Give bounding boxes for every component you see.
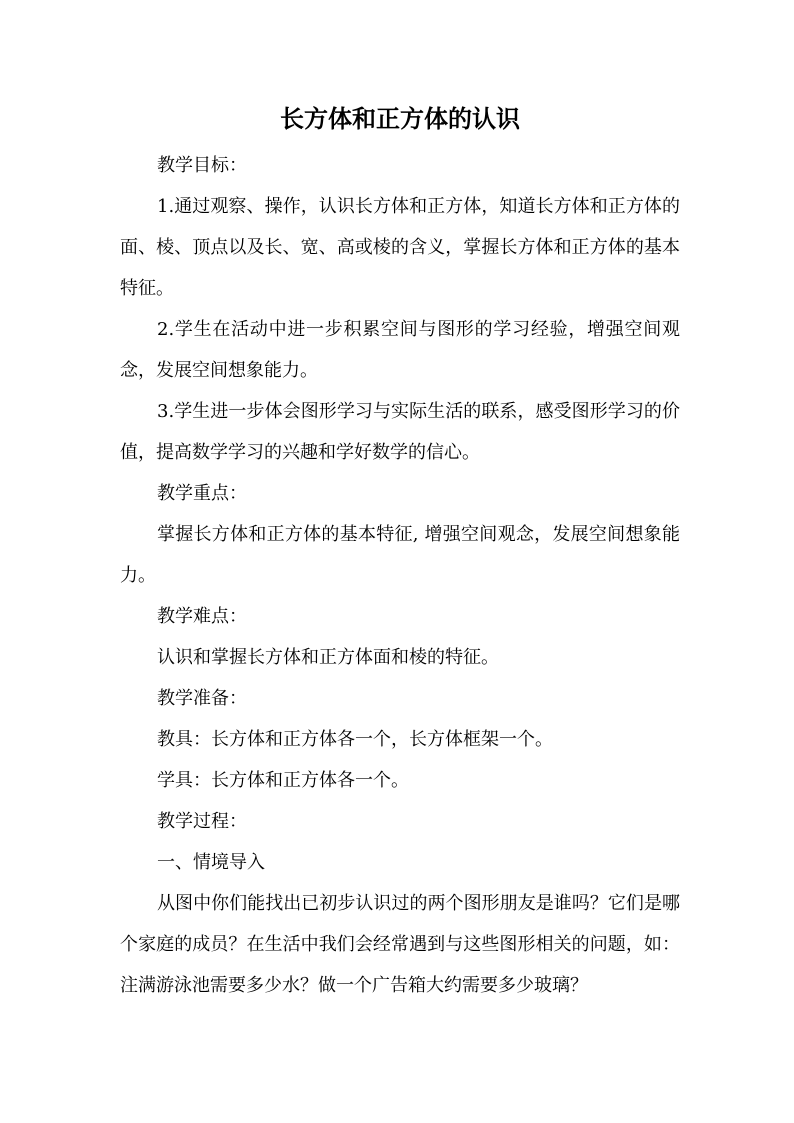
- document-body: [120, 145, 680, 1006]
- intro-paragraph: 从图中你们能找出已初步认识过的两个图形朋友是谁吗？它们是哪个家庭的成员？在生活中我们会经常遇到与这些图形相关的问题，如：注满游泳池需要多少水？做一个广告箱大约需要多少玻璃？: [120, 893, 680, 996]
- difficulties-paragraph: 认识和掌握长方体和正方体面和棱的特征。: [157, 647, 499, 668]
- objective-3-paragraph: 3.学生进一步体会图形学习与实际生活的联系，感受图形学习的价值，提高数学学习的兴趣和学好数学的信心。: [120, 401, 680, 463]
- teaching-aids-paragraph: 教具：长方体和正方体各一个，长方体框架一个。: [157, 729, 553, 750]
- key-points-paragraph: 掌握长方体和正方体的基本特征, 增强空间观念，发展空间想象能力。: [120, 524, 680, 586]
- objective-1-paragraph: 1.通过观察、操作，认识长方体和正方体，知道长方体和正方体的面、棱、顶点以及长、宽、高或棱的含义，掌握长方体和正方体的基本特征。: [120, 196, 680, 299]
- heading-preparation: 教学准备：: [157, 688, 247, 709]
- heading-teaching-objectives: 教学目标：: [157, 155, 247, 176]
- objective-2-paragraph: 2.学生在活动中进一步积累空间与图形的学习经验，增强空间观念，发展空间想象能力。: [120, 319, 680, 381]
- heading-difficulties: 教学难点：: [157, 606, 247, 627]
- learning-aids-paragraph: 学具：长方体和正方体各一个。: [157, 770, 409, 791]
- section-situation-intro: 一、情境导入: [157, 852, 265, 873]
- heading-key-points: 教学重点：: [157, 483, 247, 504]
- heading-process: 教学过程：: [157, 811, 247, 832]
- document-title: 长方体和正方体的认识: [280, 104, 520, 133]
